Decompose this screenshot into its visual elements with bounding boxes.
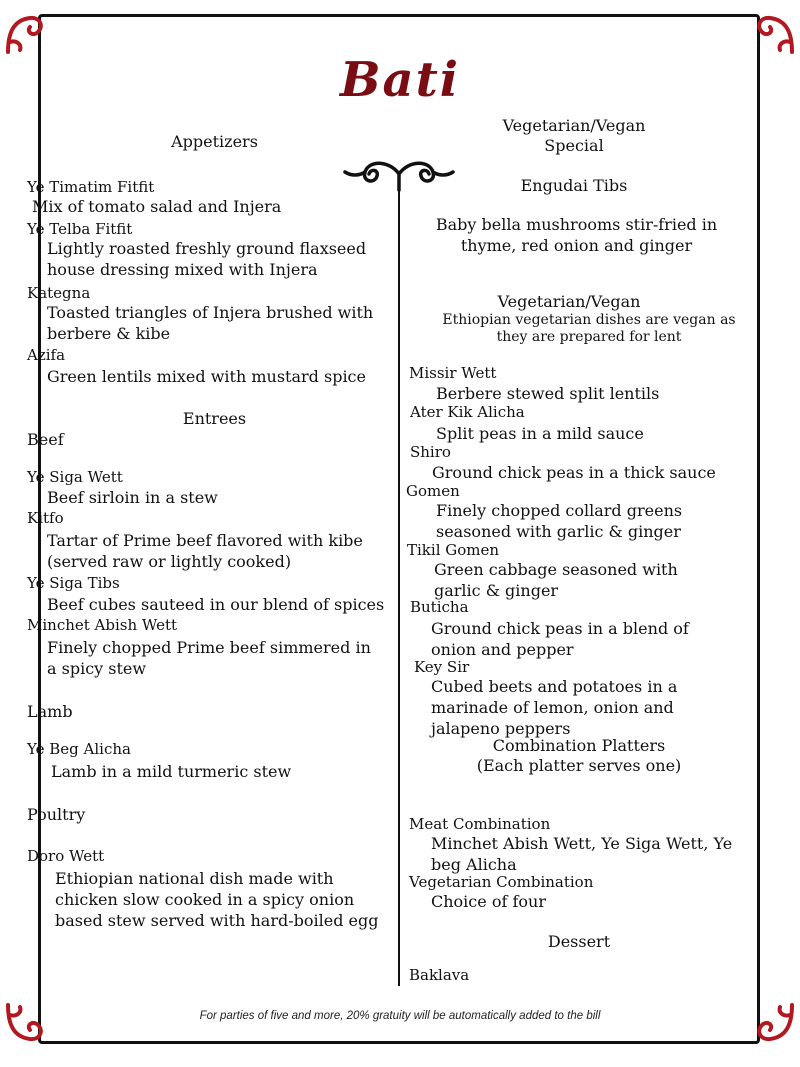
restaurant-title: Bati — [339, 52, 461, 108]
menu-item-name: Doro Wett — [27, 847, 105, 865]
dessert-item: Baklava — [409, 966, 470, 984]
menu-item-name: Shiro — [410, 443, 451, 461]
special-subheading: Special — [544, 136, 604, 155]
vegetarian-note: Ethiopian vegetarian dishes are vegan as they are prepared for lent — [442, 312, 736, 345]
corner-ornament-bottom-right — [752, 1001, 796, 1045]
menu-item-desc: Split peas in a mild sauce — [436, 424, 644, 443]
special-item-desc: Baby bella mushrooms stir-fried in thyme, red onion and ginger — [435, 215, 718, 255]
column-divider — [398, 190, 400, 986]
menu-item-desc: Finely chopped collard greens seasoned with garlic & ginger — [436, 501, 683, 541]
menu-item-desc: Tartar of Prime beef flavored with kibe (served raw or lightly cooked) — [47, 531, 363, 571]
beef-heading: Beef — [27, 430, 64, 449]
menu-item-desc: Berbere stewed split lentils — [436, 384, 660, 403]
menu-item-name: Gomen — [406, 482, 460, 500]
poultry-heading: Poultry — [27, 805, 86, 824]
menu-item-name: Ye Siga Tibs — [27, 574, 120, 592]
special-item-name: Engudai Tibs — [520, 176, 628, 195]
menu-item-name: Meat Combination — [409, 815, 551, 833]
corner-ornament-bottom-left — [4, 1001, 48, 1045]
menu-item-desc: Mix of tomato salad and Injera — [32, 197, 282, 216]
menu-item-name: Kitfo — [27, 509, 64, 527]
menu-item-desc: Cubed beets and potatoes in a marinade of lemon, onion and jalapeno peppers — [431, 677, 678, 738]
dessert-heading: Dessert — [547, 932, 611, 951]
menu-item-desc: Ethiopian national dish made with chicken slow cooked in a spicy onion based stew served with hard-boiled egg — [55, 869, 379, 930]
gratuity-note: For parties of five and more, 20% gratuity will be automatically added to the bill — [199, 1010, 601, 1022]
menu-item-desc: Finely chopped Prime beef simmered in a spicy stew — [47, 638, 371, 678]
menu-item-name: Azifa — [27, 346, 66, 364]
combination-heading: Combination Platters — [492, 736, 666, 755]
menu-item-name: Ye Timatim Fitfit — [27, 178, 155, 196]
menu-item-name: Minchet Abish Wett — [27, 616, 178, 634]
special-heading: Vegetarian/Vegan — [502, 116, 646, 135]
menu-item-name: Missir Wett — [409, 364, 497, 382]
menu-item-desc: Green lentils mixed with mustard spice — [47, 367, 366, 386]
menu-item-desc: Green cabbage seasoned with garlic & ginger — [434, 560, 678, 600]
menu-item-name: Vegetarian Combination — [409, 873, 594, 891]
menu-item-name: Buticha — [410, 598, 469, 616]
menu-item-desc: Ground chick peas in a blend of onion and pepper — [431, 619, 689, 659]
lamb-heading: Lamb — [27, 702, 73, 721]
menu-item-desc: Lightly roasted freshly ground flaxseed house dressing mixed with Injera — [47, 239, 367, 279]
menu-item-name: Kategna — [27, 284, 91, 302]
menu-item-name: Key Sir — [414, 658, 470, 676]
menu-item-desc: Minchet Abish Wett, Ye Siga Wett, Ye beg Alicha — [431, 834, 733, 874]
corner-ornament-top-right — [752, 12, 796, 56]
menu-item-desc: Choice of four — [431, 892, 546, 911]
appetizers-heading: Appetizers — [171, 132, 258, 151]
combination-subheading: (Each platter serves one) — [476, 756, 682, 775]
menu-item-name: Ater Kik Alicha — [410, 403, 525, 421]
entrees-heading: Entrees — [182, 409, 247, 428]
menu-item-desc: Toasted triangles of Injera brushed with berbere & kibe — [47, 303, 374, 343]
menu-item-name: Ye Telba Fitfit — [27, 220, 133, 238]
corner-ornament-top-left — [4, 12, 48, 56]
menu-item-desc: Ground chick peas in a thick sauce — [432, 463, 716, 482]
menu-item-desc: Lamb in a mild turmeric stew — [51, 762, 292, 781]
menu-item-desc: Beef cubes sauteed in our blend of spices — [47, 595, 385, 614]
menu-item-name: Tikil Gomen — [407, 541, 500, 559]
menu-item-name: Ye Beg Alicha — [27, 740, 131, 758]
menu-item-name: Ye Siga Wett — [27, 468, 123, 486]
vegetarian-heading: Vegetarian/Vegan — [497, 292, 641, 311]
menu-item-desc: Beef sirloin in a stew — [47, 488, 218, 507]
